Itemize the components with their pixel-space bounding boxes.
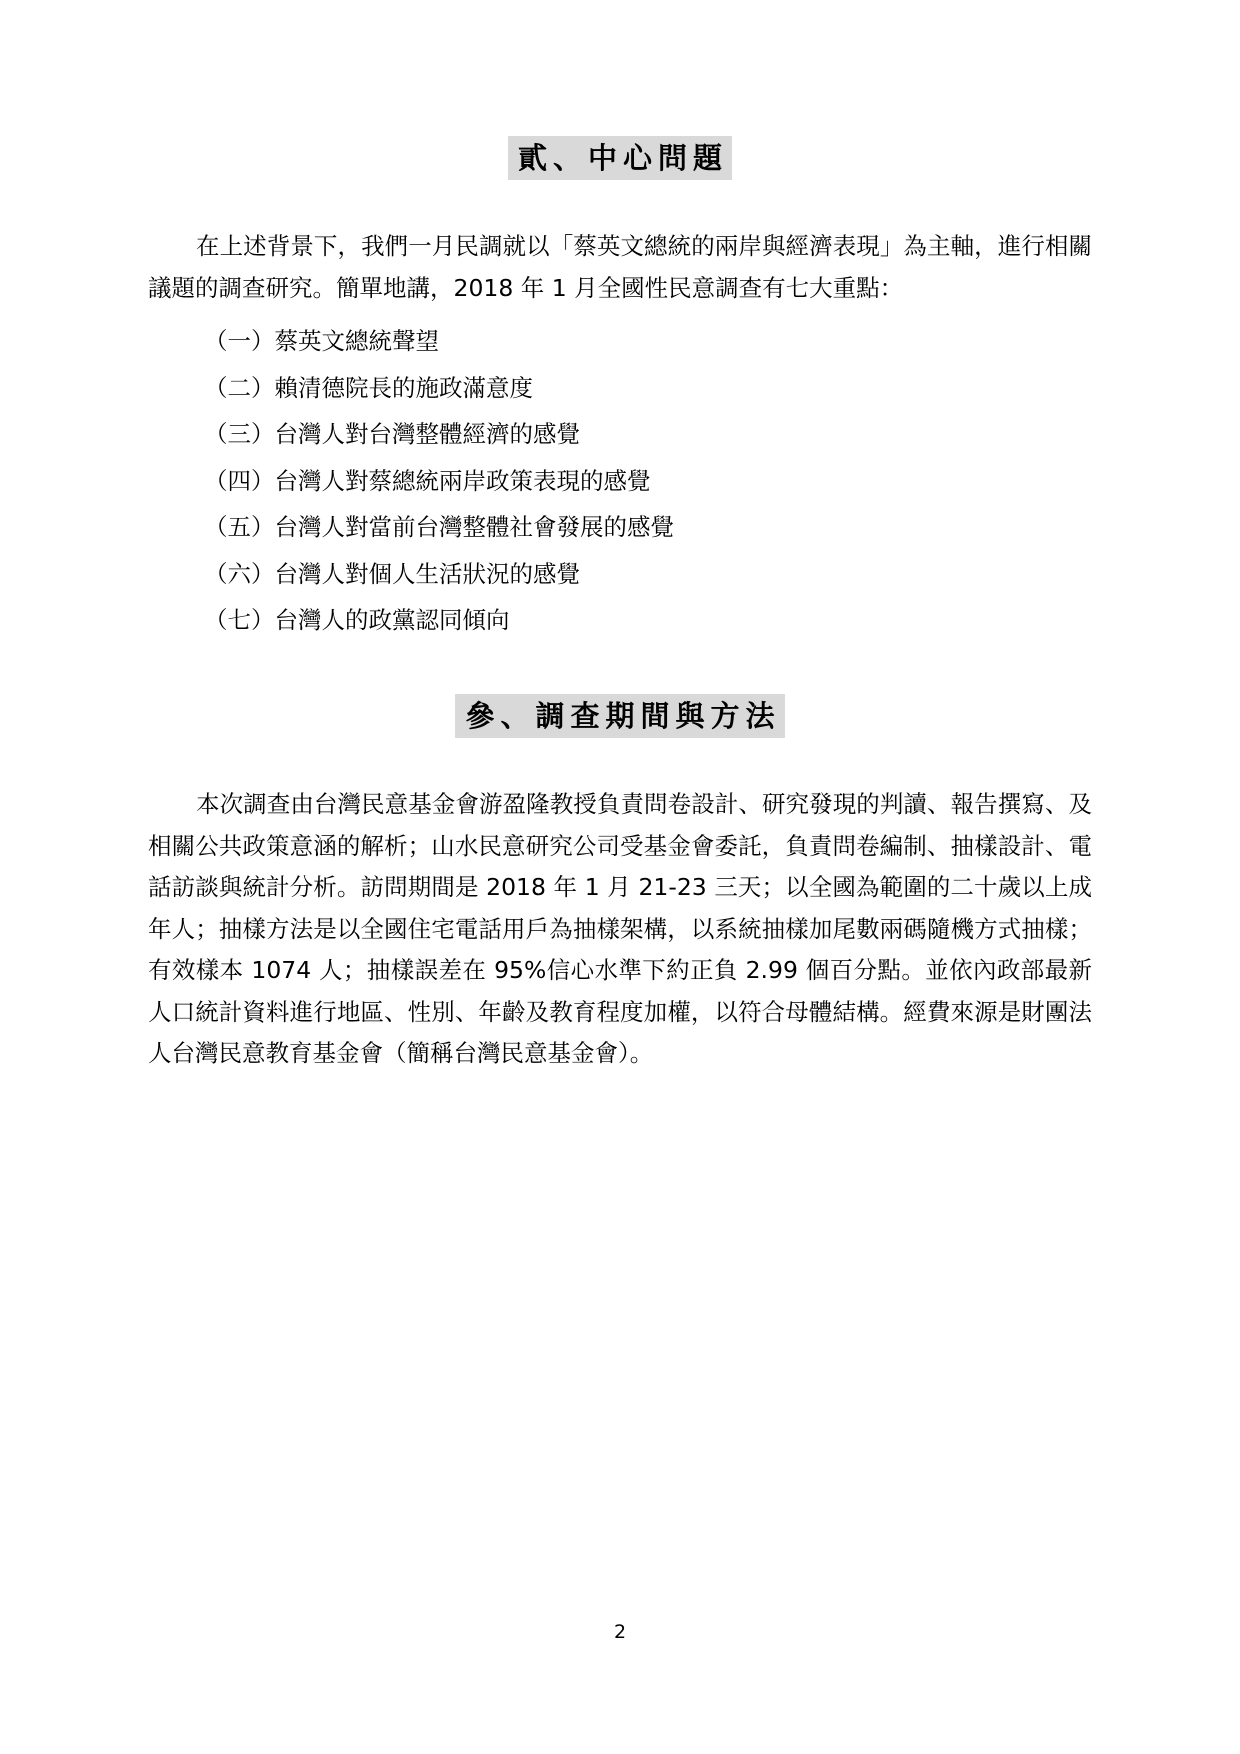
key-point-item: （六）台灣人對個人生活狀況的感覺 [204,559,580,588]
key-point-item: （七）台灣人的政黨認同傾向 [204,606,510,634]
section-2-heading: 貳、中心問題 [508,136,732,180]
key-points-list [204,318,674,644]
page-number: 2 [613,1621,627,1643]
section-3-heading-wrap [0,694,1240,738]
section-3-heading: 參、調查期間與方法 [455,694,784,738]
section-2-heading-wrap [0,136,1240,180]
key-point-item: （五）台灣人對當前台灣整體社會發展的感覺 [204,513,674,541]
key-point-item: （二）賴清德院長的施政滿意度 [204,373,533,402]
key-point-item: （一）蔡英文總統聲望 [204,327,439,355]
section-3-body-paragraph: 本次調查由台灣民意基金會游盈隆教授負責問卷設計、研究發現的判讀、報告撰寫、及相關公共政策意涵的解析；山水民意研究公司受基金會委託，負責問卷編制、抽樣設計、電話訪談與統計分析。訪問期間是 2018 年 1 月 21-23 三天；以全國為範圍的二十歲以上成年人；抽樣方法是以全國住宅電話用戶為抽樣架構，以系統抽樣加尾數兩碼隨機方式抽樣；有效樣本 1074 人；抽樣誤差在 95%信心水準下約正負 2.99 個百分點。並依內政部最新人口統計資料進行地區、性別、年齡及教育程度加權，以符合母體結構。經費來源是財團法人台灣民意教育基金會（簡稱台灣民意基金會）。 [148,790,1092,1067]
key-point-item: （三）台灣人對台灣整體經濟的感覺 [204,420,580,448]
section-2-intro-paragraph: 在上述背景下，我們一月民調就以「蔡英文總統的兩岸與經濟表現」為主軸，進行相關議題的調查研究。簡單地講，2018 年 1 月全國性民意調查有七大重點： [148,232,1092,302]
key-point-item: （四）台灣人對蔡總統兩岸政策表現的感覺 [204,466,651,495]
